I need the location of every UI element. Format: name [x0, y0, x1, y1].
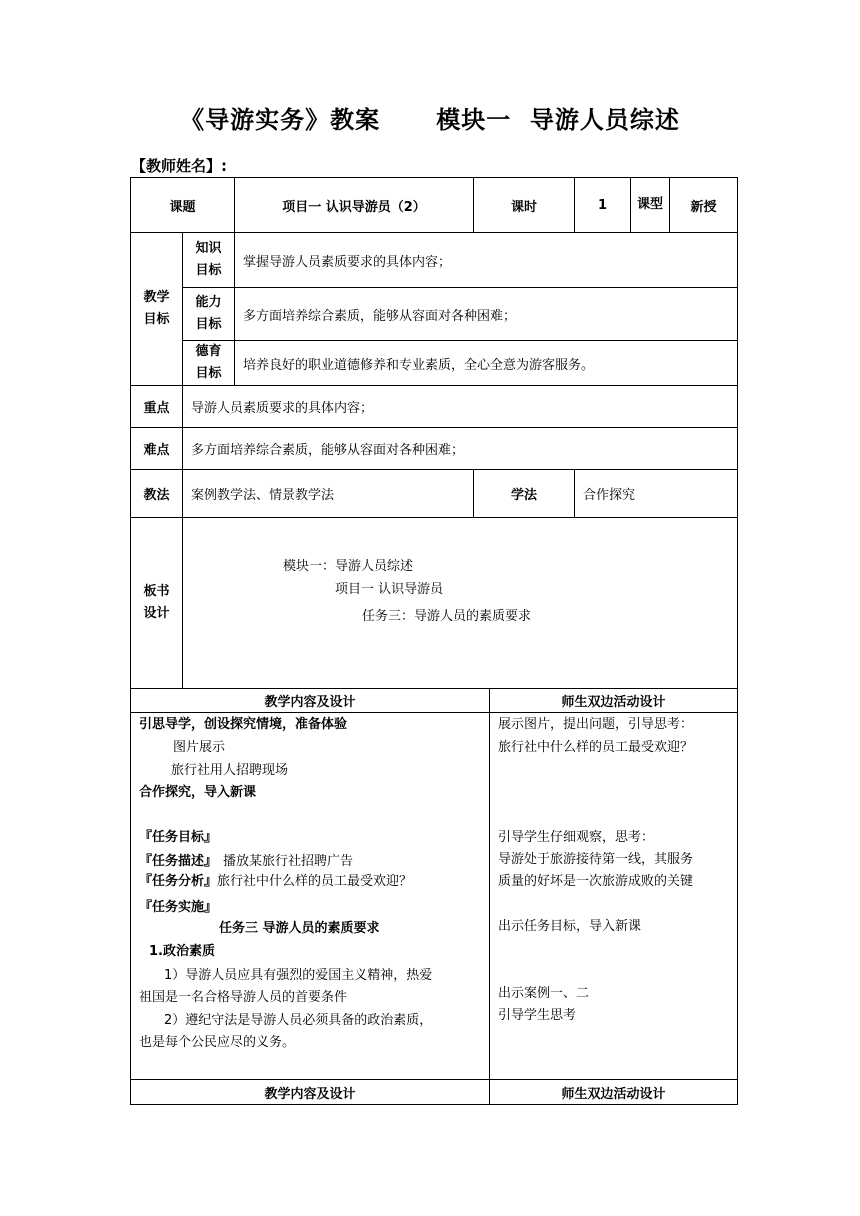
task-desc — [139, 853, 353, 871]
board-design — [183, 518, 738, 689]
goal-ability-label: 能力目标 — [183, 288, 235, 341]
teach-method-text: 案例教学法、情景教学法 — [183, 470, 474, 518]
activity-line-4: 导游处于旅游接待第一线，其服务 — [498, 852, 694, 867]
topic-label: 课题 — [131, 178, 235, 233]
lesson-info-table — [130, 177, 738, 689]
teach-method-label: 教法 — [131, 470, 183, 518]
activity-line-8: 引导学生思考 — [498, 1008, 577, 1023]
goals-label: 教学目标 — [131, 233, 183, 386]
content-header-right: 师生双边活动设计 — [490, 689, 738, 713]
para2-line2: 也是每个公民应尽的义务。 — [139, 1035, 296, 1050]
hours-value: 1 — [575, 178, 631, 233]
section-heading-explore: 合作探究，导入新课 — [139, 785, 257, 800]
task-goal-label: 『任务目标』 — [139, 830, 218, 845]
hours-label: 课时 — [474, 178, 575, 233]
learn-method-text: 合作探究 — [575, 470, 738, 518]
type-value: 新授 — [670, 178, 738, 233]
content-footer-right: 师生双边活动设计 — [490, 1080, 738, 1105]
goal-moral-text: 培养良好的职业道德修养和专业素质，全心全意为游客服务。 — [235, 341, 738, 386]
content-right-cell — [490, 713, 738, 1080]
goal-moral-label: 德育目标 — [183, 341, 235, 386]
activity-line-7: 出示案例一、二 — [498, 986, 590, 1001]
topic-value: 项目一 认识导游员（2） — [235, 178, 474, 233]
task-analysis-text: 旅行社中什么样的员工最受欢迎？ — [217, 874, 413, 889]
section-heading-intro: 引思导学，创设探究情境，准备体验 — [139, 717, 348, 732]
content-header-left: 教学内容及设计 — [131, 689, 490, 713]
para1-line2: 祖国是一名合格导游人员的首要条件 — [139, 990, 348, 1005]
content-table — [130, 688, 738, 1105]
content-footer-left: 教学内容及设计 — [131, 1080, 490, 1105]
board-line-project: 项目一 认识导游员 — [335, 582, 444, 597]
task-desc-label: 『任务描述』 — [139, 854, 218, 869]
task-title: 任务三 导游人员的素质要求 — [219, 921, 380, 936]
activity-line-5: 质量的好坏是一次旅游成败的关键 — [498, 874, 694, 889]
goal-ability-text: 多方面培养综合素质，能够从容面对各种困难； — [235, 288, 738, 341]
task-desc-text: 播放某旅行社招聘广告 — [223, 854, 354, 869]
intro-line-pictures: 图片展示 — [173, 740, 226, 755]
difficulty-text: 多方面培养综合素质，能够从容面对各种困难； — [183, 428, 738, 470]
section-political: 1.政治素质 — [149, 944, 215, 959]
key-point-text: 导游人员素质要求的具体内容； — [183, 386, 738, 428]
board-line-module: 模块一：导游人员综述 — [283, 559, 414, 574]
board-label: 板书设计 — [131, 518, 183, 689]
key-point-label: 重点 — [131, 386, 183, 428]
activity-line-2: 旅行社中什么样的员工最受欢迎？ — [498, 740, 694, 755]
activity-line-6: 出示任务目标，导入新课 — [498, 919, 642, 934]
activity-line-3: 引导学生仔细观察，思考： — [498, 830, 655, 845]
activity-line-1: 展示图片，提出问题，引导思考： — [498, 717, 694, 732]
document-title: 《导游实务》教案 模块一 导游人员综述 — [180, 106, 680, 134]
type-label: 课型 — [631, 178, 670, 233]
board-line-task: 任务三：导游人员的素质要求 — [362, 609, 532, 624]
teacher-name-label: 【教师姓名】: — [131, 157, 227, 175]
goal-knowledge-label: 知识目标 — [183, 233, 235, 288]
para1-line1: 1）导游人员应具有强烈的爱国主义精神，热爱 — [164, 968, 433, 983]
intro-line-recruit: 旅行社用人招聘现场 — [171, 763, 289, 778]
para2-line1: 2）遵纪守法是导游人员必须具备的政治素质， — [164, 1013, 433, 1028]
task-analysis — [139, 873, 412, 891]
goal-knowledge-text: 掌握导游人员素质要求的具体内容； — [235, 233, 738, 288]
task-impl-label: 『任务实施』 — [139, 900, 218, 915]
task-analysis-label: 『任务分析』 — [139, 874, 218, 889]
content-left-cell — [131, 713, 490, 1080]
learn-method-label: 学法 — [474, 470, 575, 518]
difficulty-label: 难点 — [131, 428, 183, 470]
